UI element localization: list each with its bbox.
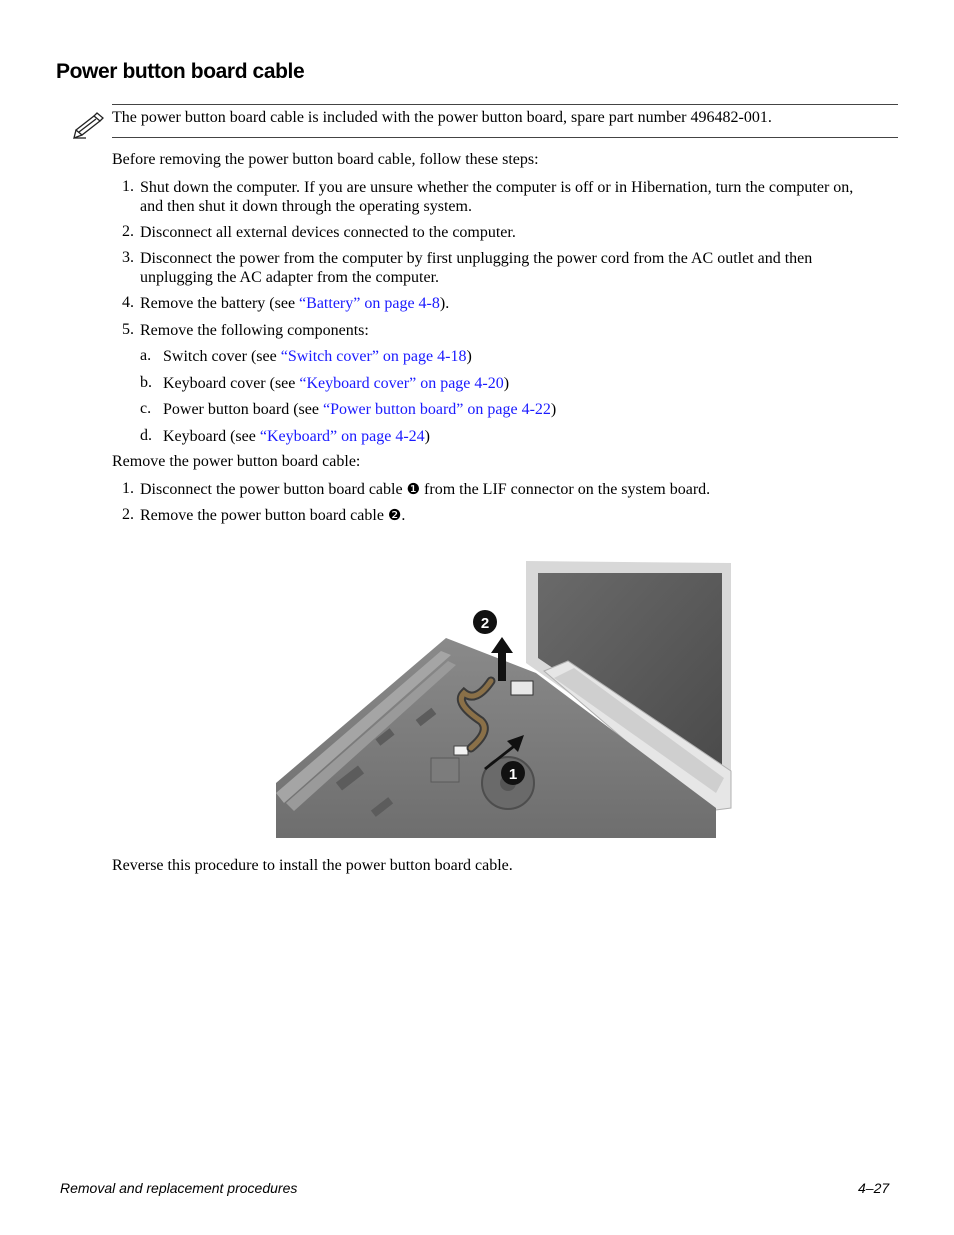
footer-page-number: 4–27 bbox=[858, 1180, 890, 1196]
sub-text: Keyboard cover (see bbox=[163, 375, 300, 392]
note-bottom-rule bbox=[112, 137, 898, 138]
step-text-line1: Disconnect the power from the computer by first unplugging the power cord from the AC outlet and then bbox=[140, 250, 813, 267]
note-text: The power button board cable is included with the power button board, spare part number 496482-001. bbox=[112, 109, 772, 126]
power-button-cable-photo bbox=[276, 553, 736, 838]
list-item bbox=[140, 178, 853, 216]
list-item: Remove the following components: bbox=[140, 322, 369, 339]
sub-list-item bbox=[163, 374, 509, 393]
step-text-end: from the LIF connector on the system board. bbox=[420, 481, 711, 498]
sub-list-item bbox=[163, 427, 430, 446]
sub-text-end: ) bbox=[550, 401, 557, 418]
callout-2-label: 2 bbox=[480, 615, 490, 632]
step-text: Disconnect the power button board cable bbox=[140, 481, 407, 498]
step-text-end: . bbox=[401, 507, 406, 524]
sub-text: Switch cover (see bbox=[163, 348, 281, 365]
step-text-line2: unplugging the AC adapter from the computer. bbox=[140, 269, 440, 286]
sub-text: Power button board (see bbox=[163, 401, 323, 418]
callout-marker-1: ❶ bbox=[406, 480, 421, 498]
keyboard-cover-link[interactable]: “Keyboard cover” on page 4-20 bbox=[299, 375, 504, 392]
switch-cover-link[interactable]: “Switch cover” on page 4-18 bbox=[280, 348, 467, 365]
sub-letter: b. bbox=[140, 374, 152, 391]
list-item: Disconnect all external devices connected to the computer. bbox=[140, 224, 516, 241]
step-number: 2. bbox=[122, 506, 134, 523]
sub-text-end: ) bbox=[424, 428, 430, 445]
step-text: Remove the battery (see bbox=[140, 295, 300, 312]
sub-text-end: ) bbox=[466, 348, 472, 365]
callout-marker-2: ❷ bbox=[387, 506, 402, 524]
sub-letter: a. bbox=[140, 347, 152, 364]
step-number: 5. bbox=[122, 321, 134, 338]
step-number: 1. bbox=[122, 480, 134, 497]
sub-letter: d. bbox=[140, 427, 152, 444]
step-text: Remove the power button board cable bbox=[140, 507, 388, 524]
remove-intro: Remove the power button board cable: bbox=[112, 453, 361, 470]
list-item bbox=[140, 506, 405, 525]
note-top-rule bbox=[112, 104, 898, 105]
step-text-line2: and then shut it down through the operating system. bbox=[140, 198, 472, 215]
list-item bbox=[140, 480, 710, 499]
pencil-note-icon bbox=[72, 110, 106, 140]
footer-section-title: Removal and replacement procedures bbox=[60, 1180, 298, 1196]
sub-list-item bbox=[163, 347, 472, 366]
step-text-end: ). bbox=[439, 295, 450, 312]
keyboard-link[interactable]: “Keyboard” on page 4-24 bbox=[259, 428, 425, 445]
sub-text-end: ) bbox=[503, 375, 510, 392]
callout-1-label: 1 bbox=[508, 766, 518, 783]
intro-paragraph: Before removing the power button board cable, follow these steps: bbox=[112, 151, 539, 168]
list-item bbox=[140, 294, 449, 313]
list-item bbox=[140, 249, 812, 287]
sub-letter: c. bbox=[140, 400, 152, 417]
page-title: Power button board cable bbox=[56, 60, 305, 83]
step-number: 2. bbox=[122, 223, 134, 240]
step-number: 4. bbox=[122, 294, 134, 311]
sub-list-item bbox=[163, 400, 556, 419]
step-text-line1: Shut down the computer. If you are unsure whether the computer is off or in Hibernation, turn the computer on, bbox=[140, 179, 854, 196]
closing-paragraph: Reverse this procedure to install the power button board cable. bbox=[112, 857, 513, 874]
battery-link[interactable]: “Battery” on page 4-8 bbox=[299, 295, 440, 312]
step-number: 3. bbox=[122, 249, 134, 266]
sub-text: Keyboard (see bbox=[163, 428, 260, 445]
step-number: 1. bbox=[122, 178, 134, 195]
power-button-board-link[interactable]: “Power button board” on page 4-22 bbox=[322, 401, 551, 418]
